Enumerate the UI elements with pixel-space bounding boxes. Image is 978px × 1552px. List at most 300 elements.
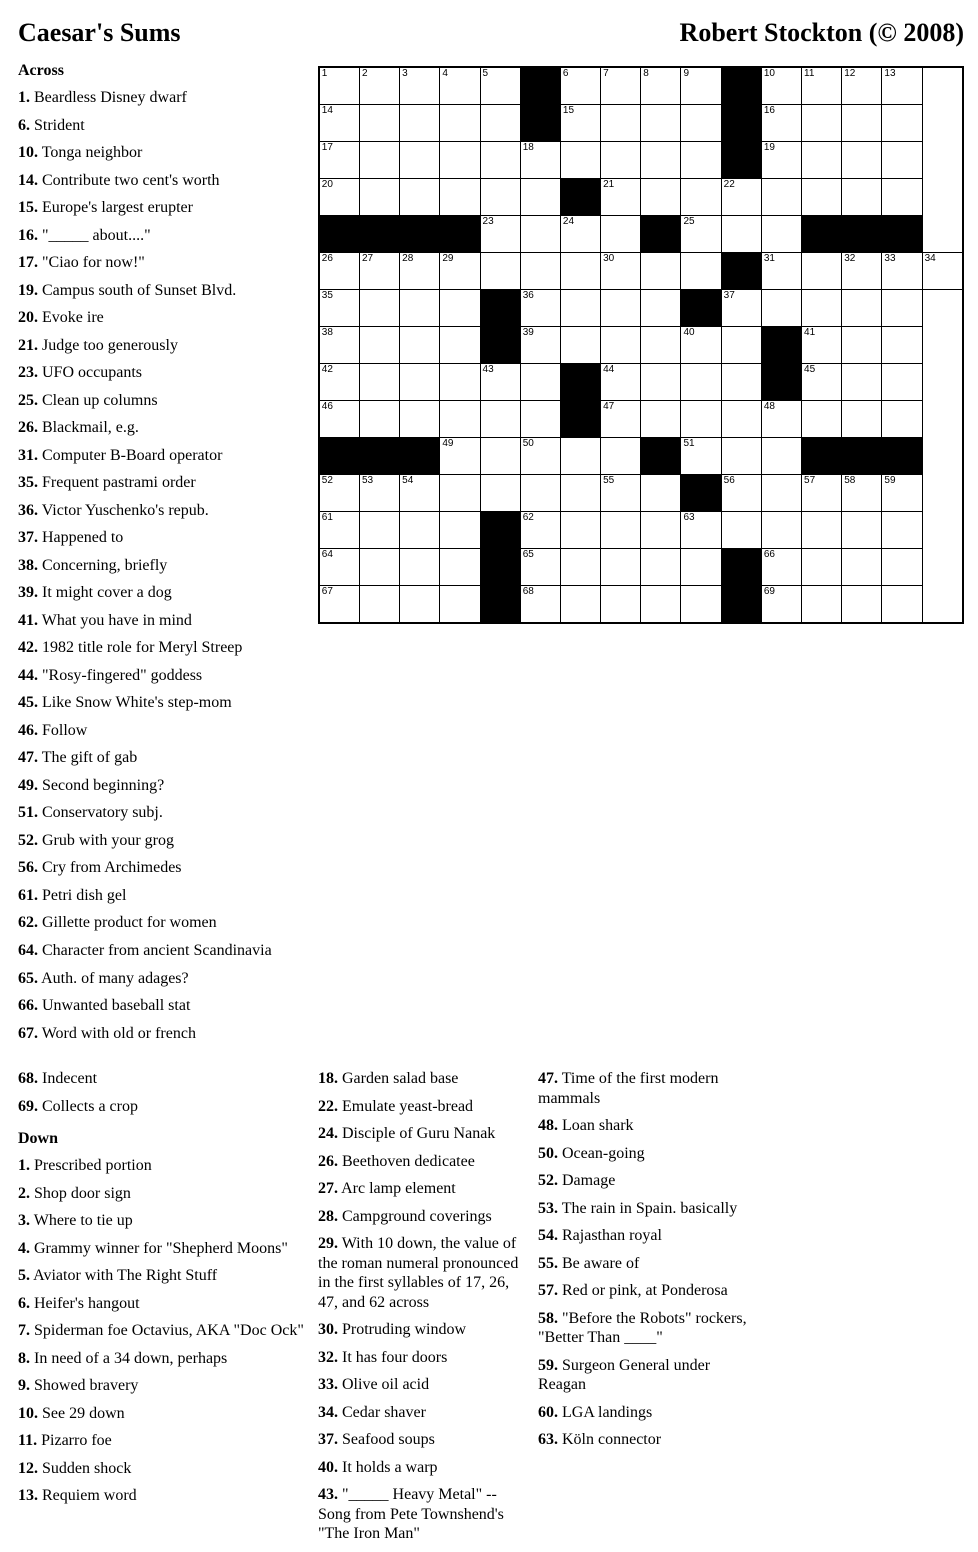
grid-cell[interactable] — [440, 475, 480, 512]
clue-number: 1. — [18, 1157, 30, 1175]
grid-cell[interactable] — [400, 364, 440, 401]
grid-cell[interactable] — [641, 364, 681, 401]
grid-cell[interactable] — [842, 549, 882, 586]
grid-cell[interactable] — [761, 438, 801, 475]
clue-text: Rajasthan royal — [558, 1227, 662, 1245]
clue-number: 57. — [538, 1282, 558, 1300]
grid-cell[interactable] — [681, 549, 721, 586]
grid-cell[interactable] — [681, 253, 721, 290]
clue-item — [318, 1152, 524, 1172]
grid-cell[interactable] — [681, 401, 721, 438]
grid-cell[interactable] — [681, 586, 721, 624]
grid-cell[interactable] — [802, 327, 842, 364]
grid-cell[interactable] — [641, 253, 681, 290]
grid-cell[interactable] — [761, 512, 801, 549]
grid-cell-number: 39 — [522, 327, 534, 338]
grid-cell[interactable] — [802, 475, 842, 512]
grid-cell[interactable] — [400, 475, 440, 512]
grid-cell[interactable] — [842, 401, 882, 438]
grid-cell-number: 38 — [321, 327, 333, 338]
clue-number: 5. — [18, 1267, 30, 1285]
grid-cell[interactable] — [359, 475, 399, 512]
clue-number: 45. — [18, 694, 38, 712]
grid-cell[interactable] — [359, 253, 399, 290]
grid-cell[interactable] — [520, 438, 560, 475]
clue-item — [538, 1281, 754, 1301]
grid-cell[interactable] — [520, 401, 560, 438]
grid-row — [319, 438, 963, 475]
clue-number: 59. — [538, 1356, 558, 1374]
grid-cell[interactable] — [761, 586, 801, 624]
grid-cell[interactable] — [359, 327, 399, 364]
down-clue-list-1 — [18, 1156, 304, 1506]
grid-cell-number: 35 — [321, 290, 333, 301]
grid-cell-block — [842, 216, 882, 253]
grid-cell[interactable] — [319, 142, 360, 179]
grid-cell[interactable] — [842, 179, 882, 216]
grid-cell-number: 49 — [442, 438, 454, 449]
grid-cell[interactable] — [802, 105, 842, 142]
grid-cell[interactable] — [761, 401, 801, 438]
grid-cell[interactable] — [400, 67, 440, 105]
clue-text: Shop door sign — [30, 1184, 131, 1202]
grid-cell[interactable] — [319, 253, 360, 290]
grid-cell[interactable] — [400, 253, 440, 290]
grid-cell[interactable] — [359, 105, 399, 142]
grid-cell[interactable] — [882, 142, 922, 179]
clue-item — [538, 1430, 754, 1450]
grid-cell[interactable] — [842, 105, 882, 142]
grid-cell[interactable] — [480, 364, 520, 401]
clue-text: It has four doors — [338, 1348, 448, 1366]
grid-cell[interactable] — [882, 586, 922, 624]
grid-cell[interactable] — [802, 401, 842, 438]
grid-cell-block — [761, 364, 801, 401]
grid-cell-number: 3 — [402, 68, 408, 79]
grid-cell[interactable] — [882, 401, 922, 438]
grid-cell[interactable] — [842, 586, 882, 624]
grid-cell[interactable] — [359, 512, 399, 549]
grid-cell[interactable] — [802, 179, 842, 216]
clue-item — [18, 969, 292, 989]
clue-number: 18. — [318, 1070, 338, 1088]
grid-cell[interactable] — [319, 105, 360, 142]
grid-cell[interactable] — [882, 327, 922, 364]
grid-cell[interactable] — [601, 586, 641, 624]
grid-cell[interactable] — [882, 67, 922, 105]
grid-cell[interactable] — [359, 290, 399, 327]
grid-cell[interactable] — [560, 105, 600, 142]
grid-cell[interactable] — [440, 586, 480, 624]
grid-cell-number: 13 — [884, 68, 896, 79]
clue-item — [18, 803, 292, 823]
grid-cell[interactable] — [721, 438, 761, 475]
grid-cell[interactable] — [319, 475, 360, 512]
grid-cell[interactable] — [601, 142, 641, 179]
grid-cell[interactable] — [601, 549, 641, 586]
clue-text: Petri dish gel — [38, 886, 127, 904]
grid-cell[interactable] — [721, 327, 761, 364]
clue-text: Computer B-Board operator — [38, 446, 223, 464]
clue-item — [18, 1156, 304, 1176]
clue-number: 10. — [18, 1404, 38, 1422]
grid-cell[interactable] — [400, 401, 440, 438]
clue-number: 4. — [18, 1239, 30, 1257]
grid-cell[interactable] — [761, 253, 801, 290]
clue-text: It might cover a dog — [38, 584, 172, 602]
grid-cell-number: 36 — [522, 290, 534, 301]
grid-cell-number: 50 — [522, 438, 534, 449]
grid-cell[interactable] — [440, 364, 480, 401]
grid-cell[interactable] — [319, 586, 360, 624]
clue-text: Disciple of Guru Nanak — [338, 1125, 496, 1143]
clue-text: It holds a warp — [338, 1458, 438, 1476]
grid-cell[interactable] — [601, 475, 641, 512]
grid-cell[interactable] — [681, 67, 721, 105]
grid-cell[interactable] — [480, 216, 520, 253]
clue-text: Auth. of many adages? — [38, 969, 189, 987]
grid-cell[interactable] — [319, 290, 360, 327]
grid-cell[interactable] — [601, 179, 641, 216]
grid-cell[interactable] — [721, 290, 761, 327]
grid-cell[interactable] — [359, 549, 399, 586]
grid-cell[interactable] — [520, 216, 560, 253]
grid-cell-block — [882, 438, 922, 475]
grid-cell[interactable] — [802, 142, 842, 179]
clue-text: The rain in Spain. basically — [558, 1199, 738, 1217]
clue-number: 13. — [18, 1487, 38, 1505]
grid-cell[interactable] — [319, 179, 360, 216]
grid-cell[interactable] — [641, 327, 681, 364]
grid-cell[interactable] — [440, 549, 480, 586]
grid-cell[interactable] — [601, 327, 641, 364]
grid-cell[interactable] — [480, 67, 520, 105]
grid-cell[interactable] — [440, 290, 480, 327]
grid-cell[interactable] — [560, 253, 600, 290]
grid-cell[interactable] — [601, 401, 641, 438]
grid-cell-number: 64 — [321, 549, 333, 560]
clue-number: 3. — [18, 1212, 30, 1230]
grid-cell[interactable] — [842, 512, 882, 549]
grid-cell-number: 53 — [361, 475, 374, 486]
grid-cell[interactable] — [520, 586, 560, 624]
clue-number: 14. — [18, 171, 38, 189]
grid-cell[interactable] — [681, 364, 721, 401]
clue-text: Seafood soups — [338, 1431, 435, 1449]
grid-cell[interactable] — [601, 105, 641, 142]
grid-cell[interactable] — [641, 586, 681, 624]
grid-cell-number: 22 — [723, 179, 735, 190]
grid-cell[interactable] — [560, 327, 600, 364]
clue-text: Gillette product for women — [38, 914, 217, 932]
grid-cell-number: 21 — [603, 179, 615, 190]
grid-cell[interactable] — [601, 67, 641, 105]
grid-cell[interactable] — [480, 475, 520, 512]
grid-cell[interactable] — [400, 142, 440, 179]
grid-cell[interactable] — [560, 216, 600, 253]
grid-row — [319, 253, 963, 290]
clue-number: 6. — [18, 116, 30, 134]
bottom-column-1 — [18, 1069, 318, 1552]
grid-cell[interactable] — [601, 512, 641, 549]
grid-cell[interactable] — [319, 67, 360, 105]
grid-cell[interactable] — [560, 67, 600, 105]
grid-cell[interactable] — [560, 549, 600, 586]
grid-cell[interactable] — [681, 327, 721, 364]
clue-text: 1982 title role for Meryl Streep — [38, 639, 243, 657]
grid-cell[interactable] — [641, 512, 681, 549]
grid-cell[interactable] — [842, 327, 882, 364]
grid-cell[interactable] — [721, 512, 761, 549]
grid-cell[interactable] — [440, 179, 480, 216]
clue-text: Like Snow White's step-mom — [38, 694, 232, 712]
grid-cell[interactable] — [721, 216, 761, 253]
clue-text: "Rosy-fingered" goddess — [38, 666, 203, 684]
grid-cell-block — [802, 438, 842, 475]
grid-cell[interactable] — [319, 327, 360, 364]
clue-item — [18, 281, 292, 301]
grid-cell[interactable] — [400, 179, 440, 216]
grid-cell[interactable] — [560, 512, 600, 549]
grid-cell[interactable] — [400, 549, 440, 586]
grid-cell[interactable] — [440, 142, 480, 179]
grid-cell[interactable] — [761, 67, 801, 105]
grid-cell[interactable] — [601, 364, 641, 401]
grid-cell[interactable] — [641, 290, 681, 327]
grid-cell[interactable] — [319, 401, 360, 438]
clue-text: Damage — [558, 1172, 616, 1190]
clue-text: Campground coverings — [338, 1207, 492, 1225]
grid-cell[interactable] — [802, 512, 842, 549]
grid-cell[interactable] — [440, 253, 480, 290]
clue-text: Word with old or french — [38, 1024, 196, 1042]
grid-cell[interactable] — [601, 290, 641, 327]
grid-cell[interactable] — [641, 67, 681, 105]
grid-cell[interactable] — [681, 142, 721, 179]
clue-number: 56. — [18, 859, 38, 877]
grid-cell[interactable] — [882, 179, 922, 216]
clue-text: Europe's largest erupter — [38, 199, 193, 217]
clue-item — [318, 1069, 524, 1089]
clue-text: Character from ancient Scandinavia — [38, 941, 272, 959]
grid-row — [319, 401, 963, 438]
grid-cell[interactable] — [601, 253, 641, 290]
grid-cell[interactable] — [440, 512, 480, 549]
grid-cell[interactable] — [802, 364, 842, 401]
grid-cell[interactable] — [400, 512, 440, 549]
grid-cell-number: 63 — [683, 512, 695, 523]
clue-item — [538, 1199, 754, 1219]
grid-cell[interactable] — [560, 290, 600, 327]
grid-cell-number: 62 — [522, 512, 534, 523]
clue-number: 6. — [18, 1294, 30, 1312]
grid-cell[interactable] — [560, 438, 600, 475]
grid-cell[interactable] — [882, 253, 922, 290]
grid-cell[interactable] — [761, 142, 801, 179]
grid-cell[interactable] — [761, 179, 801, 216]
grid-cell[interactable] — [319, 549, 360, 586]
grid-cell[interactable] — [520, 290, 560, 327]
grid-cell[interactable] — [842, 290, 882, 327]
clue-item — [18, 1431, 304, 1451]
grid-cell[interactable] — [400, 327, 440, 364]
grid-row — [319, 216, 963, 253]
grid-cell[interactable] — [842, 67, 882, 105]
grid-cell-block — [359, 438, 399, 475]
grid-cell[interactable] — [359, 179, 399, 216]
grid-cell[interactable] — [922, 253, 963, 290]
grid-cell[interactable] — [882, 475, 922, 512]
grid-cell[interactable] — [802, 253, 842, 290]
grid-cell-number: 7 — [603, 68, 609, 79]
clue-item — [538, 1171, 754, 1191]
clue-number: 7. — [18, 1322, 30, 1340]
grid-cell[interactable] — [641, 179, 681, 216]
grid-cell-number: 26 — [321, 253, 333, 264]
grid-cell[interactable] — [560, 142, 600, 179]
grid-cell[interactable] — [480, 142, 520, 179]
grid-cell[interactable] — [802, 290, 842, 327]
clue-item — [18, 171, 292, 191]
grid-cell[interactable] — [641, 475, 681, 512]
grid-cell[interactable] — [400, 105, 440, 142]
grid-cell-number: 31 — [763, 253, 775, 264]
grid-cell[interactable] — [520, 142, 560, 179]
grid-cell[interactable] — [721, 179, 761, 216]
grid-cell[interactable] — [520, 475, 560, 512]
grid-cell[interactable] — [721, 364, 761, 401]
grid-cell[interactable] — [842, 253, 882, 290]
grid-row — [319, 512, 963, 549]
grid-cell[interactable] — [681, 179, 721, 216]
clue-number: 51. — [18, 804, 38, 822]
grid-cell[interactable] — [802, 586, 842, 624]
grid-cell[interactable] — [721, 401, 761, 438]
grid-cell[interactable] — [440, 105, 480, 142]
grid-cell[interactable] — [641, 401, 681, 438]
grid-cell[interactable] — [480, 438, 520, 475]
grid-cell[interactable] — [440, 327, 480, 364]
clue-item — [538, 1116, 754, 1136]
grid-cell[interactable] — [560, 475, 600, 512]
grid-cell[interactable] — [761, 105, 801, 142]
grid-cell[interactable] — [842, 364, 882, 401]
grid-row — [319, 549, 963, 586]
grid-cell[interactable] — [440, 401, 480, 438]
grid-cell[interactable] — [761, 216, 801, 253]
grid-cell[interactable] — [802, 549, 842, 586]
grid-cell[interactable] — [681, 105, 721, 142]
crossword-grid[interactable] — [318, 66, 964, 624]
grid-cell-number: 9 — [683, 68, 690, 79]
grid-cell-number: 59 — [884, 475, 896, 486]
grid-cell[interactable] — [319, 364, 360, 401]
clue-text: Unwanted baseball stat — [38, 997, 191, 1015]
grid-cell-block — [520, 105, 560, 142]
grid-cell[interactable] — [641, 105, 681, 142]
grid-cell-block — [319, 438, 360, 475]
clue-item — [18, 1097, 304, 1117]
clue-text: See 29 down — [38, 1404, 125, 1422]
grid-cell[interactable] — [681, 512, 721, 549]
grid-cell[interactable] — [681, 216, 721, 253]
grid-cell[interactable] — [400, 586, 440, 624]
grid-cell-number: 58 — [844, 475, 856, 486]
clue-text: Follow — [38, 721, 88, 739]
grid-cell-number: 34 — [924, 253, 936, 264]
grid-cell[interactable] — [681, 438, 721, 475]
grid-cell[interactable] — [882, 512, 922, 549]
grid-cell[interactable] — [480, 253, 520, 290]
grid-cell[interactable] — [882, 364, 922, 401]
grid-cell[interactable] — [480, 401, 520, 438]
grid-cell[interactable] — [882, 105, 922, 142]
clue-item — [318, 1430, 524, 1450]
clue-number: 9. — [18, 1377, 30, 1395]
clue-item — [18, 638, 292, 658]
clue-text: Emulate yeast-bread — [338, 1097, 474, 1115]
grid-cell[interactable] — [721, 475, 761, 512]
clue-item — [18, 1211, 304, 1231]
grid-cell[interactable] — [359, 401, 399, 438]
grid-cell[interactable] — [520, 364, 560, 401]
grid-cell[interactable] — [520, 549, 560, 586]
clue-text: Tonga neighbor — [38, 144, 143, 162]
grid-cell-block — [681, 290, 721, 327]
grid-cell[interactable] — [319, 512, 360, 549]
clue-number: 17. — [18, 254, 38, 272]
grid-cell[interactable] — [359, 586, 399, 624]
grid-cell[interactable] — [842, 142, 882, 179]
grid-cell[interactable] — [761, 290, 801, 327]
grid-cell[interactable] — [842, 475, 882, 512]
grid-cell[interactable] — [520, 512, 560, 549]
grid-row — [319, 179, 963, 216]
grid-cell[interactable] — [520, 179, 560, 216]
grid-cell[interactable] — [400, 290, 440, 327]
clue-number: 48. — [538, 1117, 558, 1135]
grid-cell-number: 66 — [763, 549, 775, 560]
grid-cell[interactable] — [480, 179, 520, 216]
grid-cell[interactable] — [359, 364, 399, 401]
grid-cell[interactable] — [520, 253, 560, 290]
clue-number: 29. — [318, 1235, 338, 1253]
grid-cell[interactable] — [520, 327, 560, 364]
grid-cell[interactable] — [761, 549, 801, 586]
grid-cell[interactable] — [882, 549, 922, 586]
grid-cell-number: 51 — [683, 438, 695, 449]
grid-cell[interactable] — [440, 438, 480, 475]
grid-cell[interactable] — [882, 290, 922, 327]
grid-cell[interactable] — [359, 67, 399, 105]
grid-cell[interactable] — [761, 475, 801, 512]
grid-cell[interactable] — [641, 549, 681, 586]
grid-cell[interactable] — [480, 105, 520, 142]
grid-cell[interactable] — [601, 438, 641, 475]
grid-cell[interactable] — [560, 586, 600, 624]
grid-cell[interactable] — [359, 142, 399, 179]
grid-cell-block — [480, 512, 520, 549]
top-area — [18, 62, 964, 1051]
clue-text: Loan shark — [558, 1117, 634, 1135]
grid-cell[interactable] — [440, 67, 480, 105]
clue-text: Concerning, briefly — [38, 556, 168, 574]
clue-item — [538, 1069, 754, 1108]
grid-cell[interactable] — [802, 67, 842, 105]
grid-cell[interactable] — [641, 142, 681, 179]
grid-cell[interactable] — [601, 216, 641, 253]
clue-text: Blackmail, e.g. — [38, 419, 139, 437]
